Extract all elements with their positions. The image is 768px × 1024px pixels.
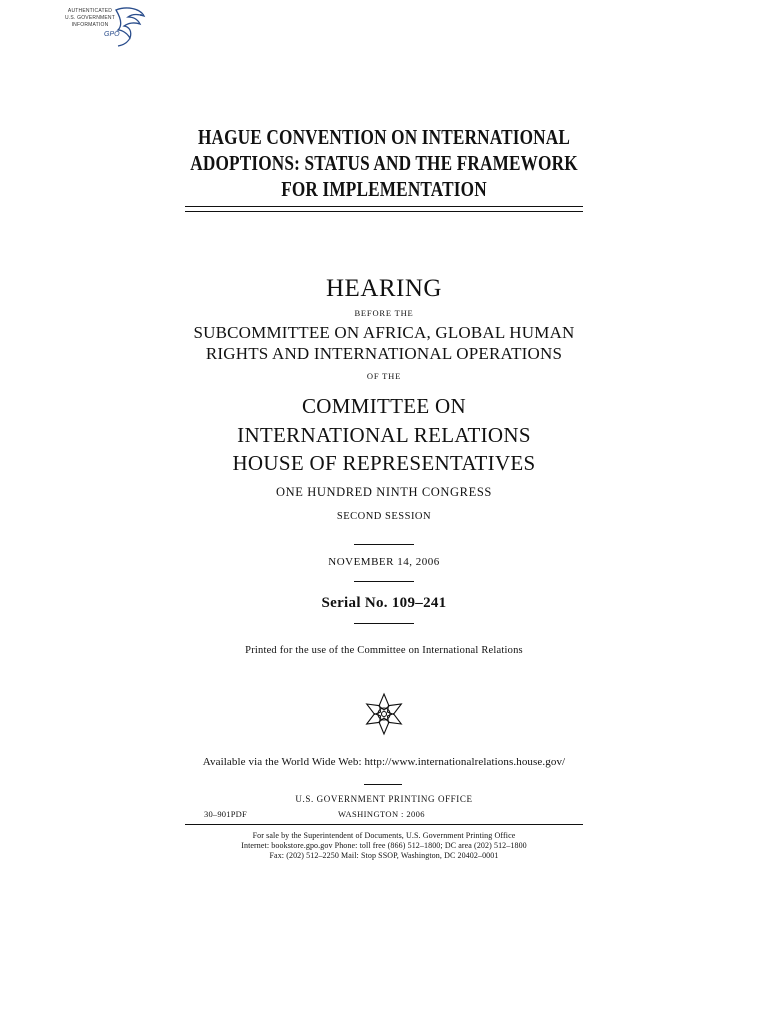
title-line: ADOPTIONS: STATUS AND THE FRAMEWORK <box>190 151 578 175</box>
location-year: WASHINGTON : 2006 <box>338 809 425 819</box>
eagle-icon <box>110 6 150 48</box>
committee-line: COMMITTEE ON <box>301 394 466 418</box>
before-the-text: BEFORE THE <box>354 308 414 318</box>
sales-line: Internet: bookstore.gpo.gov Phone: toll free (866) 512–1800; DC area (202) 512–1800 <box>241 841 527 850</box>
printing-office-name: U.S. GOVERNMENT PRINTING OFFICE <box>295 794 473 804</box>
sales-line: Fax: (202) 512–2250 Mail: Stop SSOP, Washington, DC 20402–0001 <box>269 851 499 860</box>
separator-rule <box>364 784 402 785</box>
seal-text-line3: INFORMATION <box>71 22 109 28</box>
gpo-ornament-icon <box>362 692 406 736</box>
document-title <box>69 124 699 202</box>
job-number: 30–901PDF <box>204 809 247 819</box>
seal-text-line2: U.S. GOVERNMENT <box>65 15 115 21</box>
separator-rule <box>354 544 414 545</box>
printed-for-text: Printed for the use of the Committee on International Relations <box>245 645 523 656</box>
seal-gpo-text: GPO <box>104 31 120 38</box>
hearing-heading: HEARING <box>326 275 442 302</box>
title-line: HAGUE CONVENTION ON INTERNATIONAL <box>197 125 571 149</box>
committee-line: INTERNATIONAL RELATIONS <box>237 422 531 447</box>
sales-line: For sale by the Superintendent of Documents, U.S. Government Printing Office <box>252 831 516 840</box>
subcommittee-name <box>0 322 768 364</box>
hearing-date: NOVEMBER 14, 2006 <box>328 556 440 568</box>
committee-line: HOUSE OF REPRESENTATIVES <box>232 451 536 475</box>
subcommittee-line: RIGHTS AND INTERNATIONAL OPERATIONS <box>205 344 563 363</box>
committee-name <box>0 392 768 478</box>
of-the-text: OF THE <box>366 371 402 381</box>
footer-rule <box>185 824 583 825</box>
congress-text: ONE HUNDRED NINTH CONGRESS <box>276 485 492 499</box>
separator-rule <box>354 581 414 582</box>
seal-text-line1: AUTHENTICATED <box>67 8 113 14</box>
separator-rule <box>354 623 414 624</box>
sales-information <box>0 831 768 861</box>
title-double-rule <box>185 206 583 212</box>
web-availability-text: Available via the World Wide Web: http://www.internationalrelations.house.gov/ <box>202 756 566 768</box>
serial-number: Serial No. 109–241 <box>321 595 447 611</box>
gpo-authentication-seal <box>58 6 150 48</box>
session-text: SECOND SESSION <box>336 511 432 522</box>
title-line: FOR IMPLEMENTATION <box>281 177 487 201</box>
subcommittee-line: SUBCOMMITTEE ON AFRICA, GLOBAL HUMAN <box>193 323 575 342</box>
